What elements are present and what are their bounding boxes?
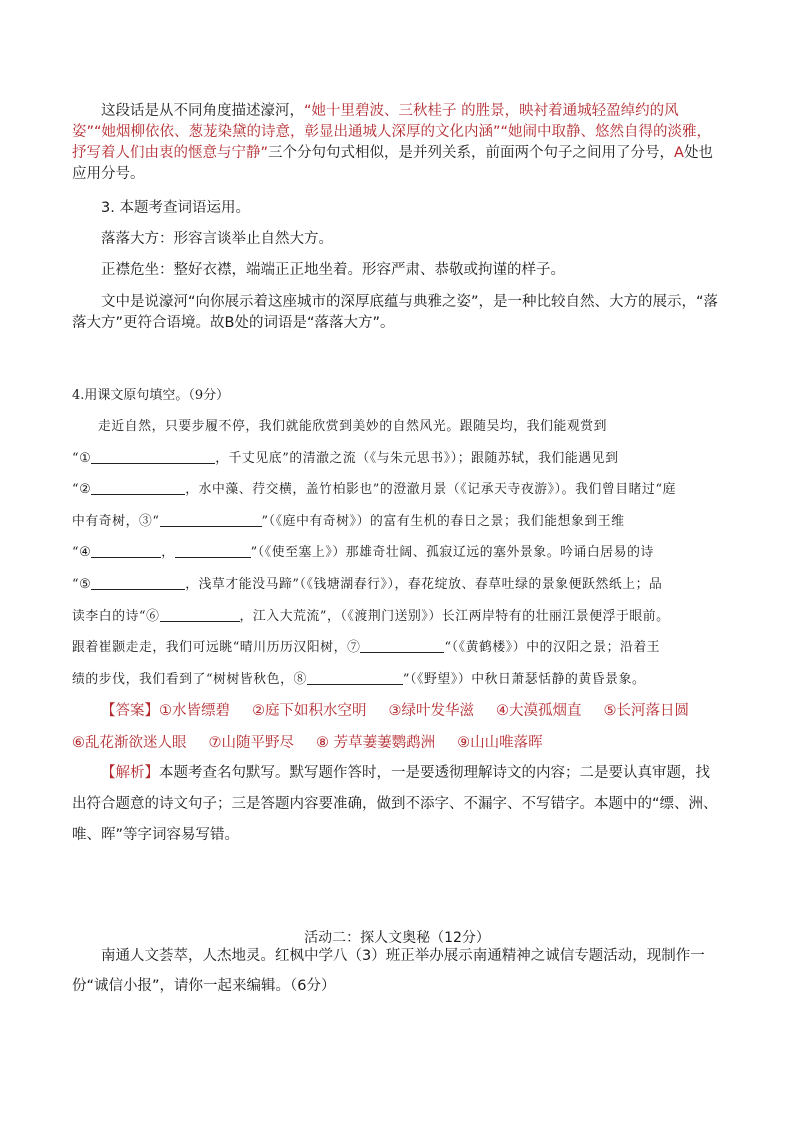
q4-line-8 — [72, 632, 722, 664]
q4-line4-text-a: 中有奇树，③“ — [72, 513, 160, 529]
analysis-text: 本题考查名句默写。默写题作答时，一是要透彻理解诗文的内容；二是要认真审题，找出符合题意的诗文句子；三是答题内容要准确，做到不添字、不漏字、不写错字。本题中的“缥、洲、唯、晖”等字词容易写错。 — [72, 765, 718, 843]
q4-line5-comma: ， — [161, 545, 175, 561]
fill-blank-3[interactable] — [160, 512, 262, 527]
q4-line-5 — [72, 537, 722, 569]
para1-quote1: “她十里碧波、三秋桂子 的胜景，映衬着通城轻盈绰约的风姿” — [72, 103, 679, 140]
answer-item: ⑧ 芳草萋萋鹦鹉洲 — [316, 735, 436, 751]
item3-text: . 本题考查词语运用。 — [110, 200, 250, 216]
analysis-label: 【解析】 — [101, 765, 159, 781]
q4-line-4 — [72, 506, 722, 538]
q4-line6-text: ，浅草才能没马蹄”（《钱塘湖春行》），春花绽放、春草吐绿的景象便跃然纸上；品 — [185, 576, 663, 592]
fill-blank-5[interactable] — [91, 575, 185, 590]
answer-item: ⑤长河落日圆 — [603, 703, 689, 719]
answer-item: ③绿叶发华滋 — [388, 703, 474, 719]
definition-luoluodafang: 落落大方：形容言谈举止自然大方。 — [101, 231, 333, 247]
analysis-block — [72, 758, 722, 851]
q4-line7-text-b: ，江入大荒流”，（《渡荆门送别》）长江两岸特有的壮丽江景便浮于眼前。 — [239, 608, 670, 624]
para1-letter-a: A — [674, 145, 684, 161]
q4-line-3 — [72, 474, 722, 506]
fill-blank-6[interactable] — [160, 607, 240, 622]
answer-item: ④大漠孤烟直 — [496, 703, 582, 719]
analysis-paragraph-word-choice — [72, 292, 722, 334]
q4-line5-text: ”（《使至塞上》）那雄奇壮阔、孤寂辽远的塞外景象。吟诵白居易的诗 — [250, 545, 654, 561]
activity-2-intro: 南通人文荟萃，人杰地灵。红枫中学八（3）班正举办展示南通精神之诚信专题活动，现制作一份“诚信小报”，请你一起来编辑。（6分） — [72, 948, 705, 994]
para2-text1: 文中是说濠河“向你展示着这座城市的深厚底蕴与典雅之姿”，是一种比较自然、大方的展示，“落落大方”更符合语境。故 — [72, 294, 719, 331]
fill-blank-1[interactable] — [91, 449, 215, 464]
q4-line7-text-a: 读李白的诗“⑥ — [72, 608, 160, 624]
answer-item: ⑨山山唯落晖 — [457, 735, 543, 751]
fill-blank-4a[interactable] — [91, 543, 161, 558]
q4-line4-text-b: ”（《庭中有奇树》）的富有生机的春日之景；我们能想象到王维 — [261, 513, 625, 529]
para1-lead: 这段话是从不同角度描述濠河， — [101, 103, 304, 119]
fill-blank-4b[interactable] — [175, 543, 251, 558]
q4-blank4-label: “④ — [72, 545, 92, 561]
q4-line9-text-a: 绩的步伐，我们看到了“树树皆秋色，⑧ — [72, 671, 307, 687]
definition-zhengjinweizuo: 正襟危坐：整好衣襟，端端正正地坐着。形容严肃、恭敬或拘谨的样子。 — [101, 262, 565, 278]
para1-quote2: “她烟柳依依、葱茏染黛的诗意，彰显出通城人深厚的文化内涵” — [94, 124, 501, 140]
question-4-title: 4.用课文原句填空。（9分） — [72, 388, 230, 403]
answer-item: ⑦山随平野尽 — [208, 735, 294, 751]
para1-tail1: 三个分句句式相似，是并列关系，前面两个句子之间用了分号， — [268, 145, 675, 161]
q4-line3-text: ，水中藻、荇交横，盖竹柏影也”的澄澈月景（《记承天寺夜游》）。我们曾目睹过“庭 — [185, 482, 676, 498]
fill-blank-8[interactable] — [307, 670, 403, 685]
item3-number: 3 — [101, 200, 111, 216]
q4-line-6 — [72, 569, 722, 601]
q4-blank1-label: “① — [72, 450, 92, 466]
answer-label: 【答案】 — [101, 703, 159, 719]
para1-tail2: 处也应用分号。 — [72, 145, 713, 182]
answer-item: ②庭下如积水空明 — [252, 703, 367, 719]
q4-line-2 — [72, 443, 722, 475]
para2-letter-b: B — [224, 315, 235, 331]
answer-item: ①水皆缥碧 — [159, 703, 230, 719]
fill-blank-7[interactable] — [360, 638, 444, 653]
fill-blank-2[interactable] — [91, 480, 185, 495]
q4-line-9 — [72, 664, 722, 696]
item-3-heading — [72, 198, 722, 219]
q4-line8-text-a: 跟着崔颢走走，我们可远眺“晴川历历汉阳树，⑦ — [72, 640, 361, 656]
para1-quote3: “她闹中取静、悠然自得的淡雅，抒写着人们由衷的惬意与宁静” — [72, 124, 712, 161]
q4-blank5-label: “⑤ — [72, 576, 92, 592]
para2-text2: 处的词语是“落落大方”。 — [234, 315, 395, 331]
question-4-passage — [72, 411, 722, 695]
q4-line2-text: ，千丈见底”的清澈之流（《与朱元思书》）；跟随苏轼，我们能遇见到 — [215, 450, 619, 466]
activity-2-title: 活动二：探人文奥秘（12分） — [304, 930, 490, 946]
q4-line8-text-b: “（《黄鹤楼》）中的汉阳之景；沿着王 — [444, 640, 661, 656]
q4-line9-text-b: ”（《野望》）中秋日萧瑟恬静的黄昏景象。 — [402, 671, 646, 687]
q4-line-7 — [72, 601, 722, 633]
q4-blank2-label: “② — [72, 482, 92, 498]
answer-item: ⑥乱花渐欲迷人眼 — [72, 735, 187, 751]
answer-block — [72, 695, 722, 759]
analysis-paragraph-punctuation — [72, 101, 722, 185]
q4-line-1: 走近自然，只要步履不停，我们就能欣赏到美妙的自然风光。跟随吴均，我们能观赏到 — [98, 419, 608, 434]
